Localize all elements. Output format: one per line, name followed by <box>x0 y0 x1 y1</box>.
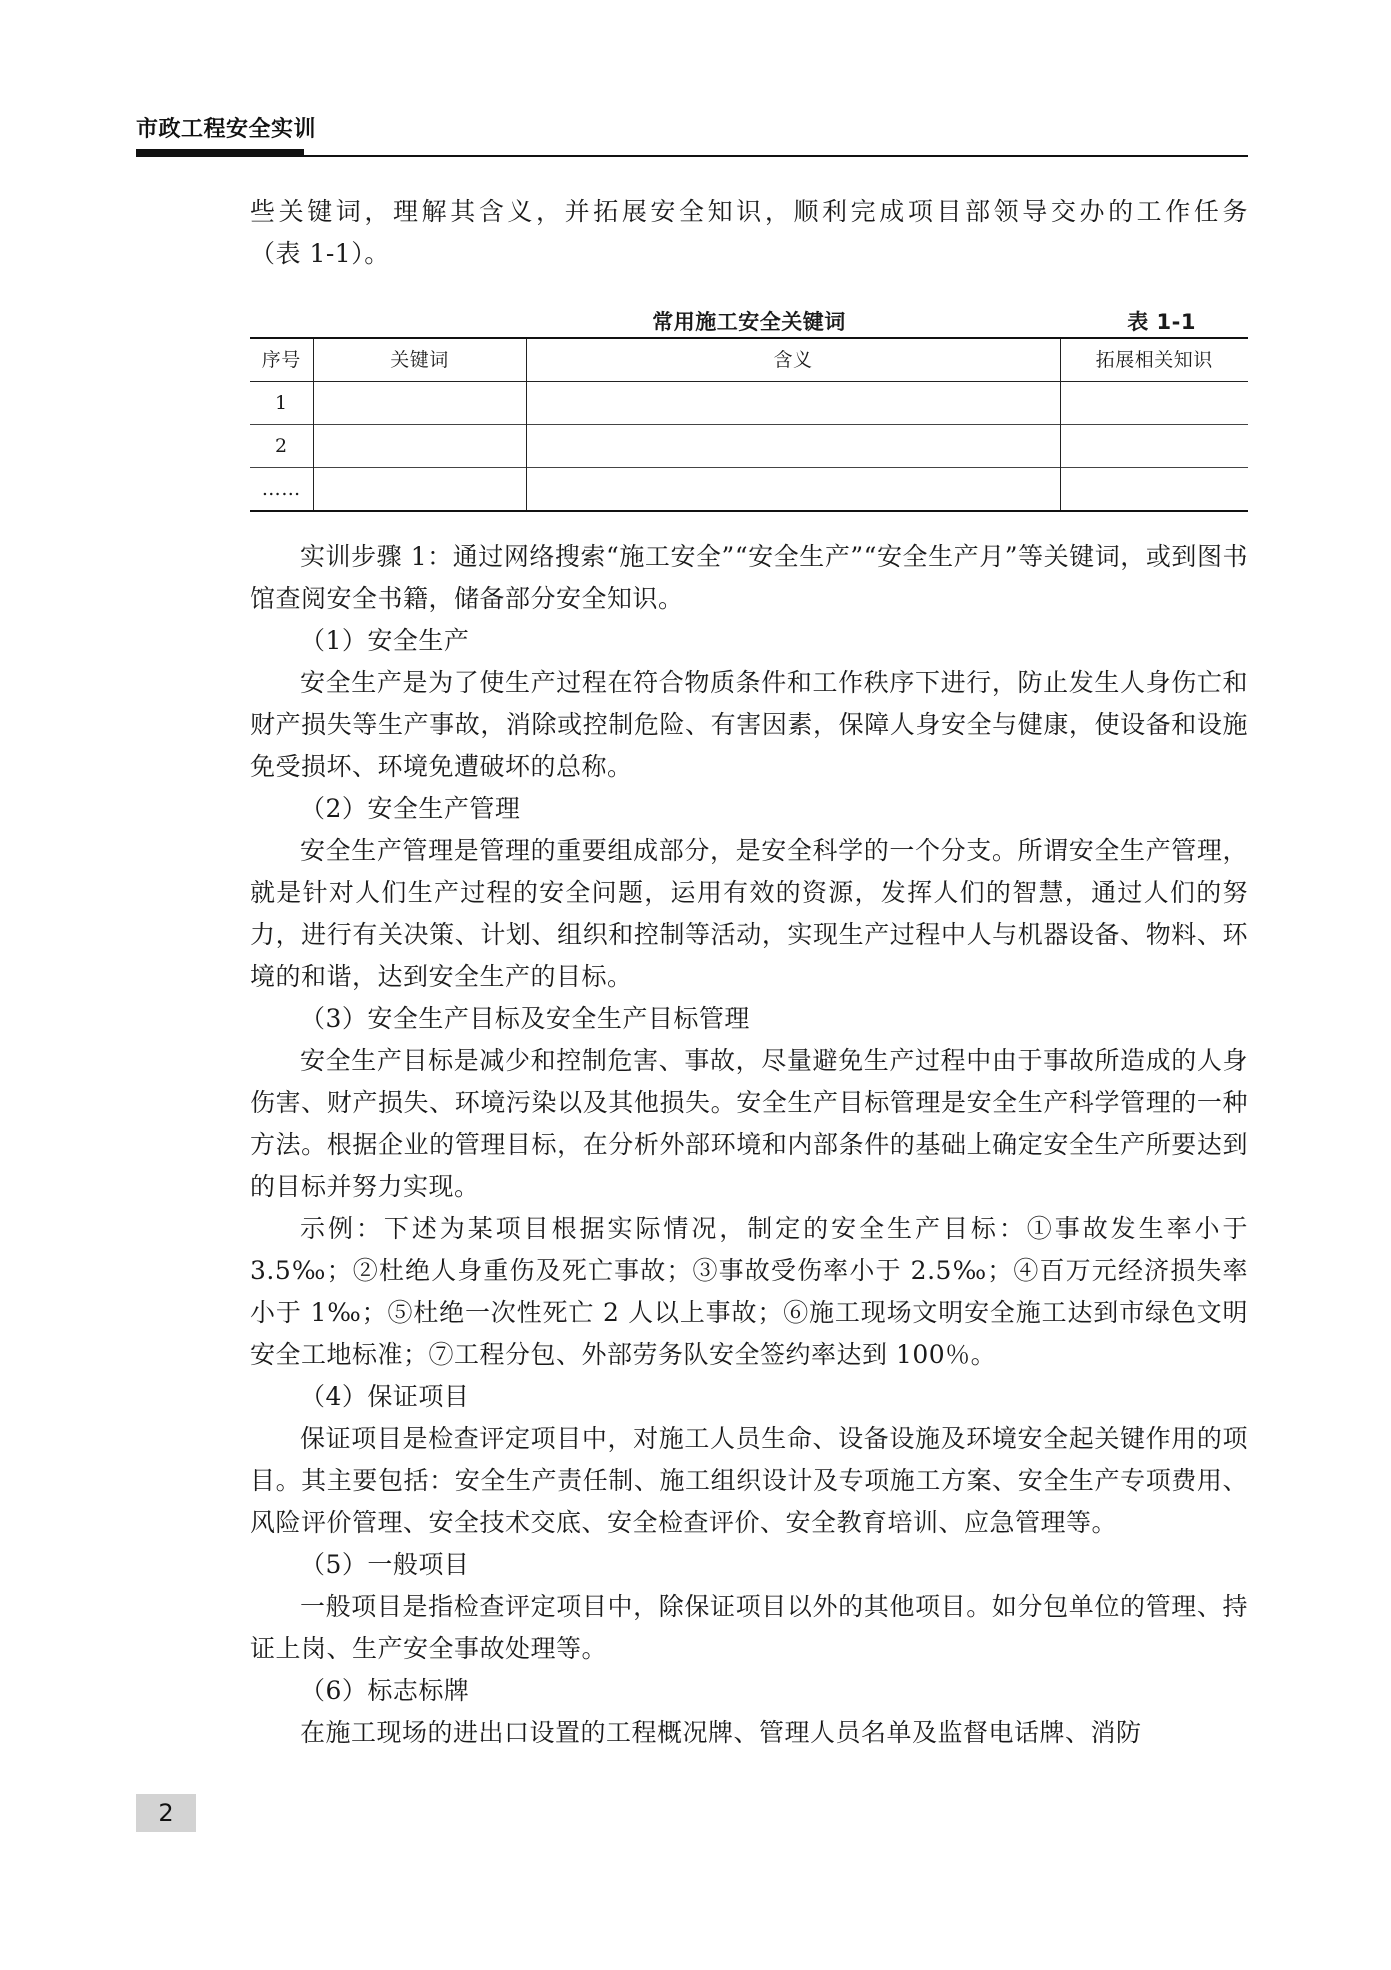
table-cell-index: 1 <box>274 392 288 414</box>
table-caption <box>250 295 1248 337</box>
column-header-index: 序号 <box>261 349 301 371</box>
step-1-paragraph: 实训步骤 1：通过网络搜索“施工安全”“安全生产”“安全生产月”等关键词，或到图书馆查阅安全书籍，储备部分安全知识。 <box>250 542 1248 613</box>
section-1-paragraph: 安全生产是为了使生产过程在符合物质条件和工作秩序下进行，防止发生人身伤亡和财产损失等生产事故，消除或控制危险、有害因素，保障人身安全与健康，使设备和设施免受损坏、环境免遭破坏的总称。 <box>250 668 1248 781</box>
table-row <box>250 382 1248 425</box>
section-6-paragraph: 在施工现场的进出口设置的工程概况牌、管理人员名单及监督电话牌、消防 <box>300 1718 1142 1747</box>
keyword-table <box>250 337 1248 512</box>
table-cell-keyword <box>313 382 526 425</box>
table-cell-index: 2 <box>274 435 288 457</box>
table-cell-meaning <box>526 382 1060 425</box>
section-4-paragraph: 保证项目是检查评定项目中，对施工人员生命、设备设施及环境安全起关键作用的项目。其主要包括：安全生产责任制、施工组织设计及专项施工方案、安全生产专项费用、风险评价管理、安全技术交底、安全检查评价、安全教育培训、应急管理等。 <box>250 1424 1248 1537</box>
table-cell-keyword <box>313 468 526 512</box>
table-header-row <box>250 338 1248 382</box>
section-heading-4: （4）保证项目 <box>300 1382 470 1411</box>
table-title: 常用施工安全关键词 <box>652 310 846 334</box>
section-heading-1: （1）安全生产 <box>300 626 470 655</box>
section-heading-5: （5）一般项目 <box>300 1550 470 1579</box>
section-heading-3: （3）安全生产目标及安全生产目标管理 <box>300 1004 750 1033</box>
column-header-meaning: 含义 <box>526 338 1060 382</box>
page-body <box>250 191 1248 1754</box>
intro-line-1 <box>250 191 1248 233</box>
section-5-paragraph: 一般项目是指检查评定项目中，除保证项目以外的其他项目。如分包单位的管理、持证上岗、生产安全事故处理等。 <box>250 1592 1248 1663</box>
table-cell-keyword <box>313 425 526 468</box>
column-header-extension: 拓展相关知识 <box>1060 338 1248 382</box>
table-cell-extension <box>1060 425 1248 468</box>
section-2-paragraph: 安全生产管理是管理的重要组成部分，是安全科学的一个分支。所谓安全生产管理，就是针对人们生产过程的安全问题，运用有效的资源，发挥人们的智慧，通过人们的努力，进行有关决策、计划、组织和控制等活动，实现生产过程中人与机器设备、物料、环境的和谐，达到安全生产的目标。 <box>250 836 1248 991</box>
table-cell-index: …… <box>261 478 301 500</box>
column-header-keyword: 关键词 <box>313 338 526 382</box>
table-cell-extension <box>1060 382 1248 425</box>
section-heading-6: （6）标志标牌 <box>300 1676 470 1705</box>
table-cell-extension <box>1060 468 1248 512</box>
header-rule-thin <box>136 155 1248 157</box>
page-number: 2 <box>136 1794 196 1832</box>
section-3-paragraph: 安全生产目标是减少和控制危害、事故，尽量避免生产过程中由于事故所造成的人身伤害、财产损失、环境污染以及其他损失。安全生产目标管理是安全生产科学管理的一种方法。根据企业的管理目标，在分析外部环境和内部条件的基础上确定安全生产所要达到的目标并努力实现。 <box>250 1046 1248 1201</box>
intro-line-2 <box>250 233 1248 275</box>
table-number: 表 1-1 <box>1127 310 1196 334</box>
intro-line-1-text: 些关键词，理解其含义，并拓展安全知识，顺利完成项目部领导交办的工作任务 <box>250 197 1248 226</box>
table-cell-meaning <box>526 425 1060 468</box>
section-3-example-paragraph: 示例：下述为某项目根据实际情况，制定的安全生产目标：①事故发生率小于 3.5‰；②杜绝人身重伤及死亡事故；③事故受伤率小于 2.5‰；④百万元经济损失率小于 1‰；⑤杜绝一次性死亡 2 人以上事故；⑥施工现场文明安全施工达到市绿色文明安全工地标准；⑦工程分包、外部劳务队安全签约率达到 100％。 <box>250 1214 1248 1369</box>
section-heading-2: （2）安全生产管理 <box>300 794 521 823</box>
running-header-title: 市政工程安全实训 <box>136 117 317 142</box>
table-row <box>250 425 1248 468</box>
intro-line-2-text: （表 1-1）。 <box>250 239 390 268</box>
table-row <box>250 468 1248 512</box>
table-cell-meaning <box>526 468 1060 512</box>
